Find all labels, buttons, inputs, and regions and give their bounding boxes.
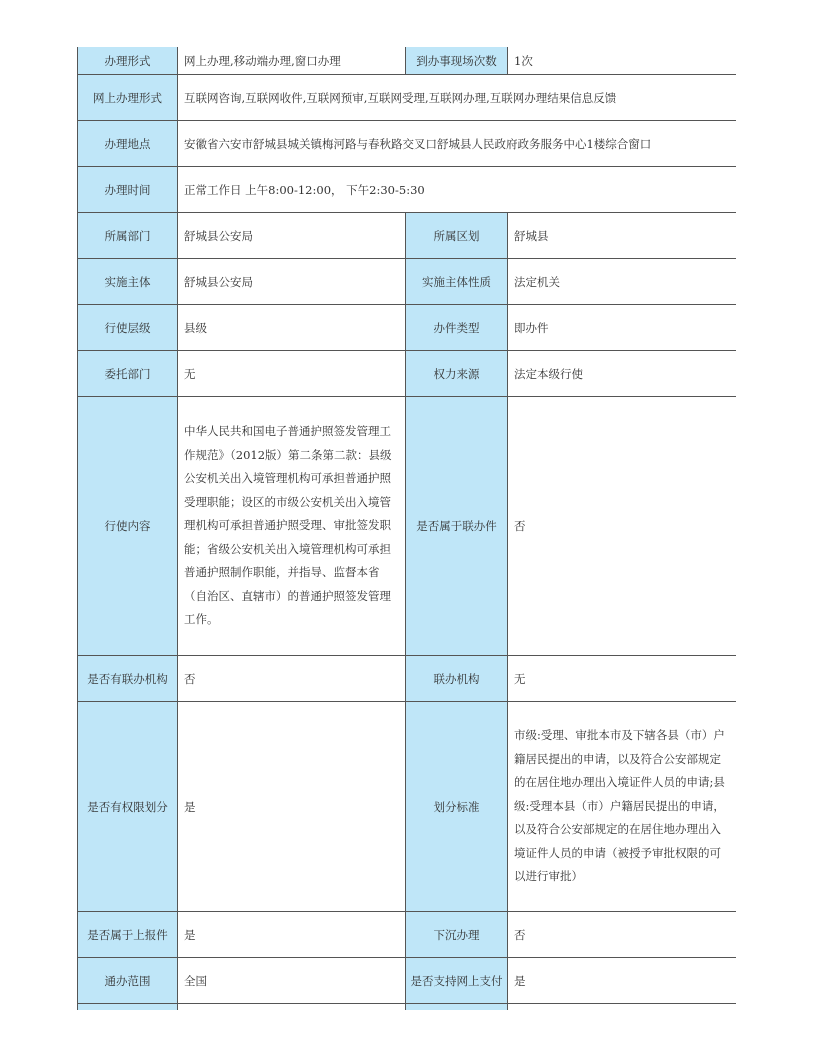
table-row (78, 121, 737, 167)
row-value: 舒城县 (508, 213, 737, 259)
table-row (78, 75, 737, 121)
row-value: 即办件 (508, 305, 737, 351)
row-label: 所属部门 (78, 213, 178, 259)
row-label (78, 1004, 178, 1011)
row-value: 网上办理,移动端办理,窗口办理 (178, 47, 406, 75)
table-row (78, 351, 737, 397)
row-label: 委托部门 (78, 351, 178, 397)
row-value: 县级 (178, 305, 406, 351)
row-label (406, 1004, 508, 1011)
row-label: 办理时间 (78, 167, 178, 213)
row-value: 否 (508, 912, 737, 958)
row-label: 实施主体 (78, 259, 178, 305)
table-row (78, 305, 737, 351)
row-label: 是否支持网上支付 (406, 958, 508, 1004)
row-label: 实施主体性质 (406, 259, 508, 305)
row-label: 是否属于联办件 (406, 397, 508, 656)
row-label: 是否属于上报件 (78, 912, 178, 958)
table-row (78, 47, 737, 75)
row-label: 划分标准 (406, 702, 508, 912)
row-label: 所属区划 (406, 213, 508, 259)
row-label: 权力来源 (406, 351, 508, 397)
row-label: 是否有权限划分 (78, 702, 178, 912)
service-info-table (77, 47, 736, 1010)
table-row (78, 656, 737, 702)
row-label: 网上办理形式 (78, 75, 178, 121)
row-value: 全国 (178, 958, 406, 1004)
row-value: 无 (178, 351, 406, 397)
row-value: 中华人民共和国电子普通护照签发管理工作规范》（2012版）第二条第二款：县级公安机关出入境管理机构可承担普通护照受理职能；设区的市级公安机关出入境管理机构可承担普通护照受理、审批签发职能；省级公安机关出入境管理机构可承担普通护照制作职能，并指导、监督本省（自治区、直辖市）的普通护照签发管理工作。 (178, 397, 406, 656)
row-value: 法定本级行使 (508, 351, 737, 397)
row-label: 是否有联办机构 (78, 656, 178, 702)
table-row (78, 912, 737, 958)
row-label: 行使层级 (78, 305, 178, 351)
row-value: 舒城县公安局 (178, 259, 406, 305)
row-label: 行使内容 (78, 397, 178, 656)
table-row (78, 213, 737, 259)
row-label: 联办机构 (406, 656, 508, 702)
row-label: 办理形式 (78, 47, 178, 75)
table-row (78, 167, 737, 213)
row-value: 是 (178, 912, 406, 958)
row-label: 办理地点 (78, 121, 178, 167)
row-value: 否 (508, 397, 737, 656)
row-label: 办件类型 (406, 305, 508, 351)
service-info-table-container (77, 47, 736, 1010)
table-row (78, 1004, 737, 1011)
row-value: 正常工作日 上午8:00-12:00， 下午2:30-5:30 (178, 167, 737, 213)
row-value: 法定机关 (508, 259, 737, 305)
row-value (508, 1004, 737, 1011)
row-value: 否 (178, 656, 406, 702)
row-value: 舒城县公安局 (178, 213, 406, 259)
row-value (178, 1004, 406, 1011)
row-value: 市级:受理、审批本市及下辖各县（市）户籍居民提出的申请，以及符合公安部规定的在居住地办理出入境证件人员的申请;县级:受理本县（市）户籍居民提出的申请，以及符合公安部规定的在居住地办理出入境证件人员的申请（被授予审批权限的可以进行审批） (508, 702, 737, 912)
row-value: 无 (508, 656, 737, 702)
row-value: 互联网咨询,互联网收件,互联网预审,互联网受理,互联网办理,互联网办理结果信息反馈 (178, 75, 737, 121)
table-row (78, 702, 737, 912)
row-value: 是 (178, 702, 406, 912)
table-row (78, 259, 737, 305)
table-row (78, 397, 737, 656)
table-row (78, 958, 737, 1004)
row-label: 下沉办理 (406, 912, 508, 958)
row-value: 安徽省六安市舒城县城关镇梅河路与春秋路交叉口舒城县人民政府政务服务中心1楼综合窗口 (178, 121, 737, 167)
row-value: 是 (508, 958, 737, 1004)
row-label: 通办范围 (78, 958, 178, 1004)
row-label: 到办事现场次数 (406, 47, 508, 75)
row-value: 1次 (508, 47, 737, 75)
